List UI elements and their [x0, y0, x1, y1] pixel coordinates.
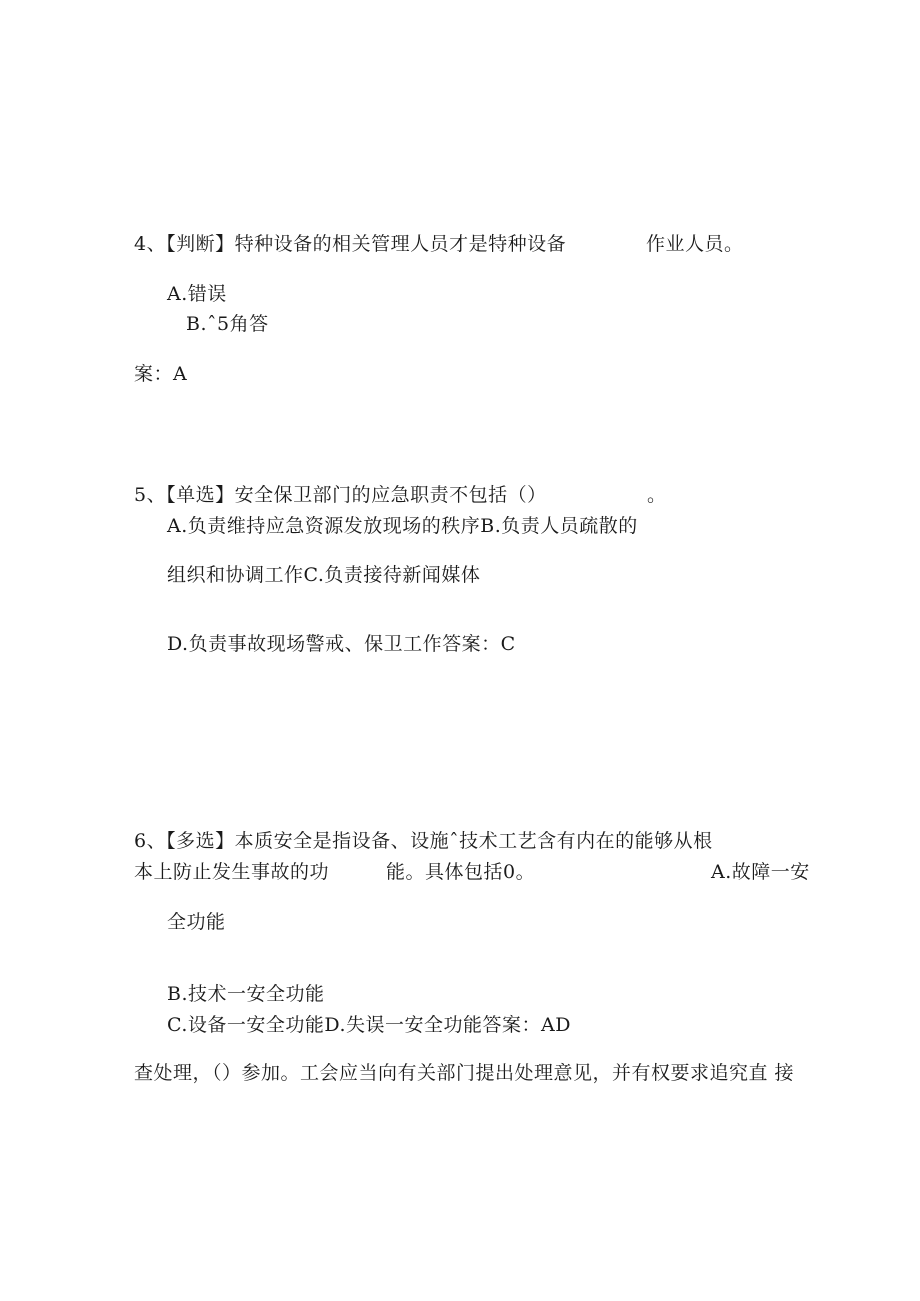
q4-stem-part1: 4、【判断】特种设备的相关管理人员才是特种设备 — [134, 233, 567, 255]
q6-option-a-start: A.故障一安 — [711, 861, 810, 883]
trailing-paragraph-line: 查处理，（）参加。工会应当向有关部门提出处理意见，并有权要求追究直 接 — [134, 1062, 795, 1084]
q5-stem-part2: 。 — [647, 484, 667, 506]
q5-option-d-answer: D.负责事故现场警戒、保卫工作答案：C — [167, 633, 516, 655]
q6-options-cd-answer: C.设备一安全功能D.失误一安全功能答案：AD — [167, 1014, 571, 1036]
q6-option-b: B.技术一安全功能 — [167, 983, 325, 1005]
q5-options-bc: 组织和协调工作C.负责接待新闻媒体 — [167, 564, 481, 586]
q6-stem-line2-part1: 本上防止发生事故的功 — [134, 861, 330, 883]
q5-options-ab: A.负责维持应急资源发放现场的秩序B.负责人员疏散的 — [167, 515, 638, 537]
q5-stem-part1: 5、【单选】安全保卫部门的应急职责不包括（） — [134, 484, 547, 506]
q4-option-b: B.ˆ5角答 — [186, 313, 269, 335]
q6-stem-line2-part2: 能。具体包括0。 — [386, 861, 536, 883]
q4-option-a: A.错误 — [167, 283, 227, 305]
q6-stem-line1: 6、【多选】本质安全是指设备、设施ˆ技术工艺含有内在的能够从根 — [134, 830, 713, 852]
q4-stem-part2: 作业人员。 — [646, 233, 744, 255]
q6-option-a-cont: 全功能 — [167, 911, 226, 933]
q4-answer: 案：A — [134, 363, 188, 385]
